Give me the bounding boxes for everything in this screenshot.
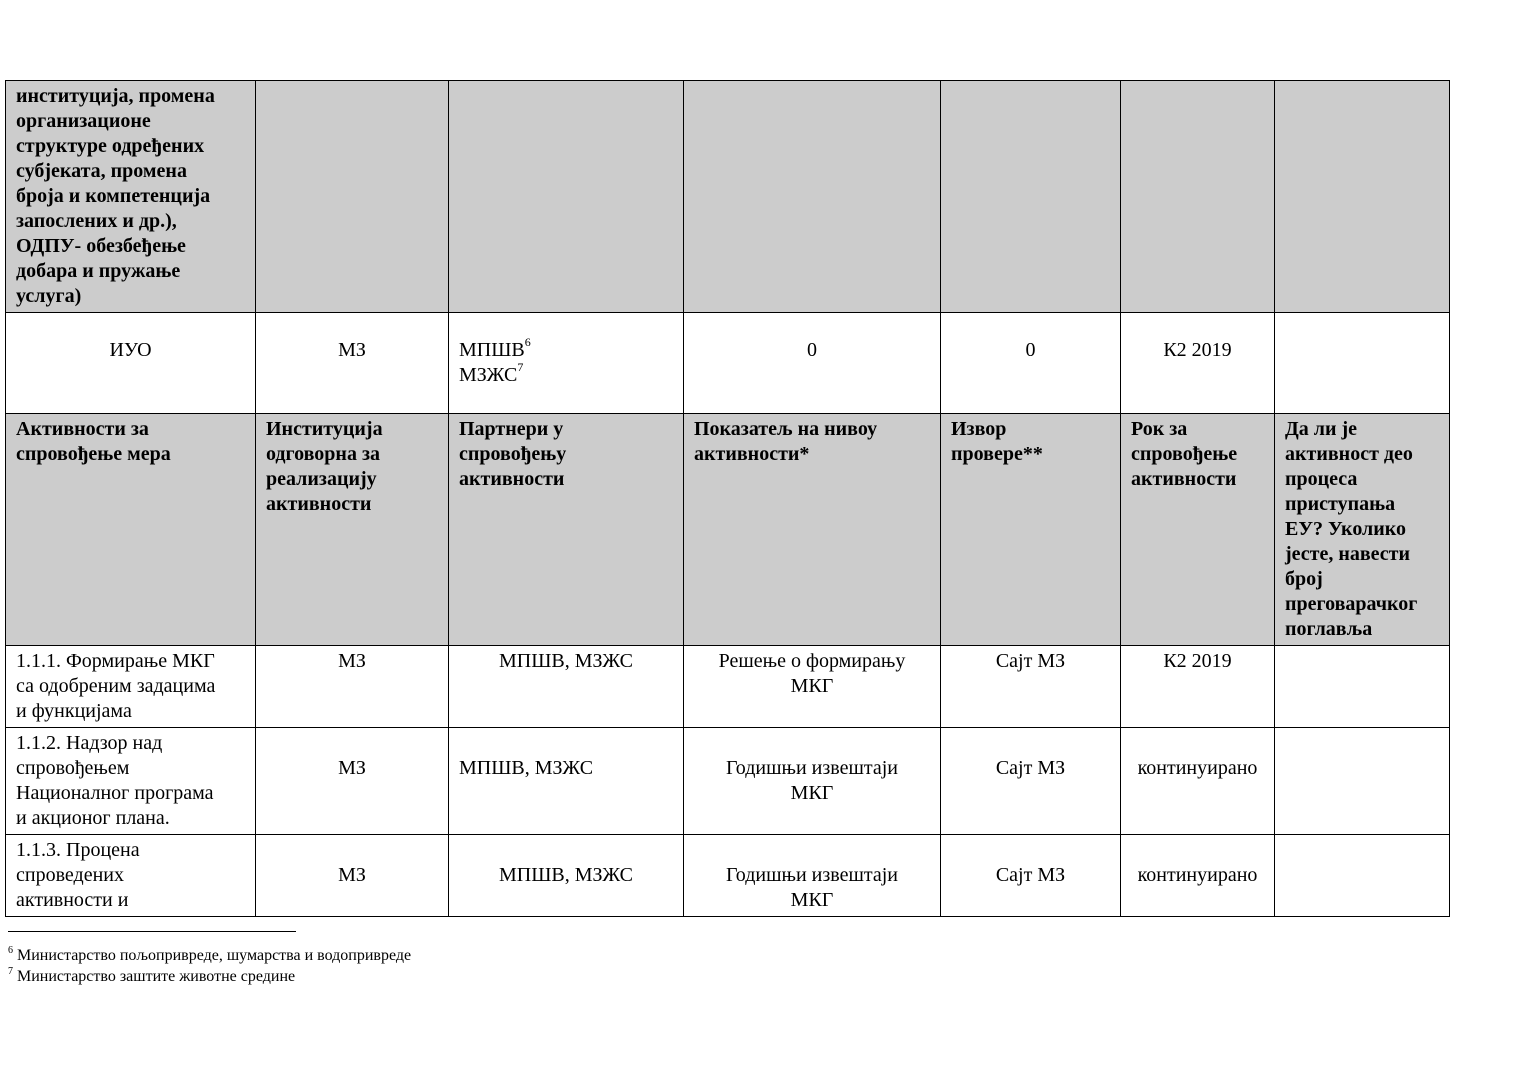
eu-cell (1275, 835, 1450, 917)
header-row (6, 414, 1450, 646)
activity-line: 1.1.2. Надзор над (16, 732, 163, 754)
action-plan-table (5, 80, 1450, 917)
deadline-cell: континуирано (1121, 728, 1275, 835)
header-indicator (684, 414, 941, 646)
empty-cell (1275, 81, 1450, 313)
activity-line: спроведених (16, 864, 124, 886)
header-line: активности (1131, 468, 1237, 490)
source-cell: Сајт МЗ (941, 835, 1121, 917)
empty-cell (684, 81, 941, 313)
activity-line: и функцијама (16, 700, 132, 722)
continuation-row (6, 81, 1450, 313)
table-row (6, 646, 1450, 728)
header-partners (449, 414, 684, 646)
cell-line: институција, промена (16, 85, 215, 107)
cell-line: субјеката, промена (16, 160, 187, 182)
header-line: поглавља (1285, 618, 1373, 640)
partner-line (459, 335, 673, 363)
footnote (8, 967, 295, 987)
indicator-line: Решење о формирању (718, 650, 906, 672)
header-line: активности (459, 468, 565, 490)
activity-line: Националног програма (16, 782, 214, 804)
source-cell: Сајт МЗ (941, 646, 1121, 728)
activity-cell (6, 728, 256, 835)
activity-line: са одобреним задацима (16, 675, 216, 697)
header-eu (1275, 414, 1450, 646)
header-line: јесте, навести (1285, 543, 1411, 565)
header-line: активности* (694, 443, 810, 465)
measure-deadline-cell: К2 2019 (1121, 313, 1275, 414)
activity-line: 1.1.3. Процена (16, 839, 140, 861)
footnote-separator (8, 931, 296, 932)
institution-cell: МЗ (256, 835, 449, 917)
footnote (8, 946, 411, 966)
header-line: преговарачког (1285, 593, 1418, 615)
header-line: Извор (951, 418, 1007, 440)
measure-partners-cell (449, 313, 684, 414)
header-source (941, 414, 1121, 646)
eu-cell (1275, 728, 1450, 835)
empty-cell (941, 81, 1121, 313)
header-line: активност део (1285, 443, 1413, 465)
cell-line: структуре одређених (16, 135, 205, 157)
header-line: Да ли је (1285, 418, 1358, 440)
partners-cell: МПШВ, МЗЖС (449, 835, 684, 917)
institution-cell: МЗ (256, 646, 449, 728)
indicator-line: МКГ (790, 782, 834, 804)
continuation-cell (6, 81, 256, 313)
header-institution (256, 414, 449, 646)
header-line: реализацију (266, 468, 377, 490)
partners-cell: МПШВ, МЗЖС (449, 646, 684, 728)
indicator-cell (684, 646, 941, 728)
measure-type-cell: ИУО (6, 313, 256, 414)
indicator-cell (684, 728, 941, 835)
header-line: број (1285, 568, 1323, 590)
footnote-ref[interactable]: 6 (524, 335, 531, 349)
activity-line: спровођењем (16, 757, 130, 779)
footnote-mark: 6 (8, 945, 13, 956)
header-line: ЕУ? Уколико (1285, 518, 1407, 540)
measure-row (6, 313, 1450, 414)
header-line: спровођењу (459, 443, 567, 465)
indicator-line: Годишњи извештаји (725, 864, 898, 886)
measure-institution-cell: МЗ (256, 313, 449, 414)
source-cell: Сајт МЗ (941, 728, 1121, 835)
footnote-mark: 7 (8, 966, 13, 977)
header-line: провере** (951, 443, 1043, 465)
cell-line: броја и компетенција (16, 185, 211, 207)
indicator-cell (684, 835, 941, 917)
cell-line: услуга) (16, 285, 82, 307)
header-line: Активности за (16, 418, 149, 440)
footnote-text: Министарство пољопривреде, шумарства и водопривреде (17, 947, 412, 964)
header-line: Партнери у (459, 418, 564, 440)
empty-cell (1121, 81, 1275, 313)
cell-line: добара и пружање (16, 260, 181, 282)
cell-line: запослених и др.), (16, 210, 177, 232)
header-line: приступања (1285, 493, 1396, 515)
table-row (6, 835, 1450, 917)
header-line: Показатељ на нивоу (694, 418, 878, 440)
indicator-line: Годишњи извештаји (725, 757, 898, 779)
table-row (6, 728, 1450, 835)
footnote-ref[interactable]: 7 (517, 360, 524, 374)
header-activities (6, 414, 256, 646)
measure-eu-cell (1275, 313, 1450, 414)
empty-cell (256, 81, 449, 313)
activity-line: и акционог плана. (16, 807, 170, 829)
eu-cell (1275, 646, 1450, 728)
deadline-cell: К2 2019 (1121, 646, 1275, 728)
activity-line: 1.1.1. Формирање МКГ (16, 650, 215, 672)
cell-line: ОДПУ- обезбеђење (16, 235, 186, 257)
institution-cell: МЗ (256, 728, 449, 835)
indicator-line: МКГ (790, 675, 834, 697)
partner-line (459, 360, 673, 388)
activity-line: активности и (16, 889, 129, 911)
header-deadline (1121, 414, 1275, 646)
partner-name: МЗЖС (459, 364, 518, 386)
cell-line: организационе (16, 110, 151, 132)
deadline-cell: континуирано (1121, 835, 1275, 917)
measure-value-cell: 0 (941, 313, 1121, 414)
header-line: активности (266, 493, 372, 515)
header-line: одговорна за (266, 443, 380, 465)
indicator-line: МКГ (790, 889, 834, 911)
header-line: спровођење мера (16, 443, 171, 465)
measure-value-cell: 0 (684, 313, 941, 414)
partners-cell: МПШВ, МЗЖС (449, 728, 684, 835)
header-line: Рок за (1131, 418, 1188, 440)
footnote-text: Министарство заштите животне средине (17, 968, 296, 985)
activity-cell (6, 646, 256, 728)
empty-cell (449, 81, 684, 313)
header-line: спровођење (1131, 443, 1238, 465)
header-line: процеса (1285, 468, 1358, 490)
partner-name: МПШВ (459, 339, 525, 361)
activity-cell (6, 835, 256, 917)
header-line: Институција (266, 418, 383, 440)
